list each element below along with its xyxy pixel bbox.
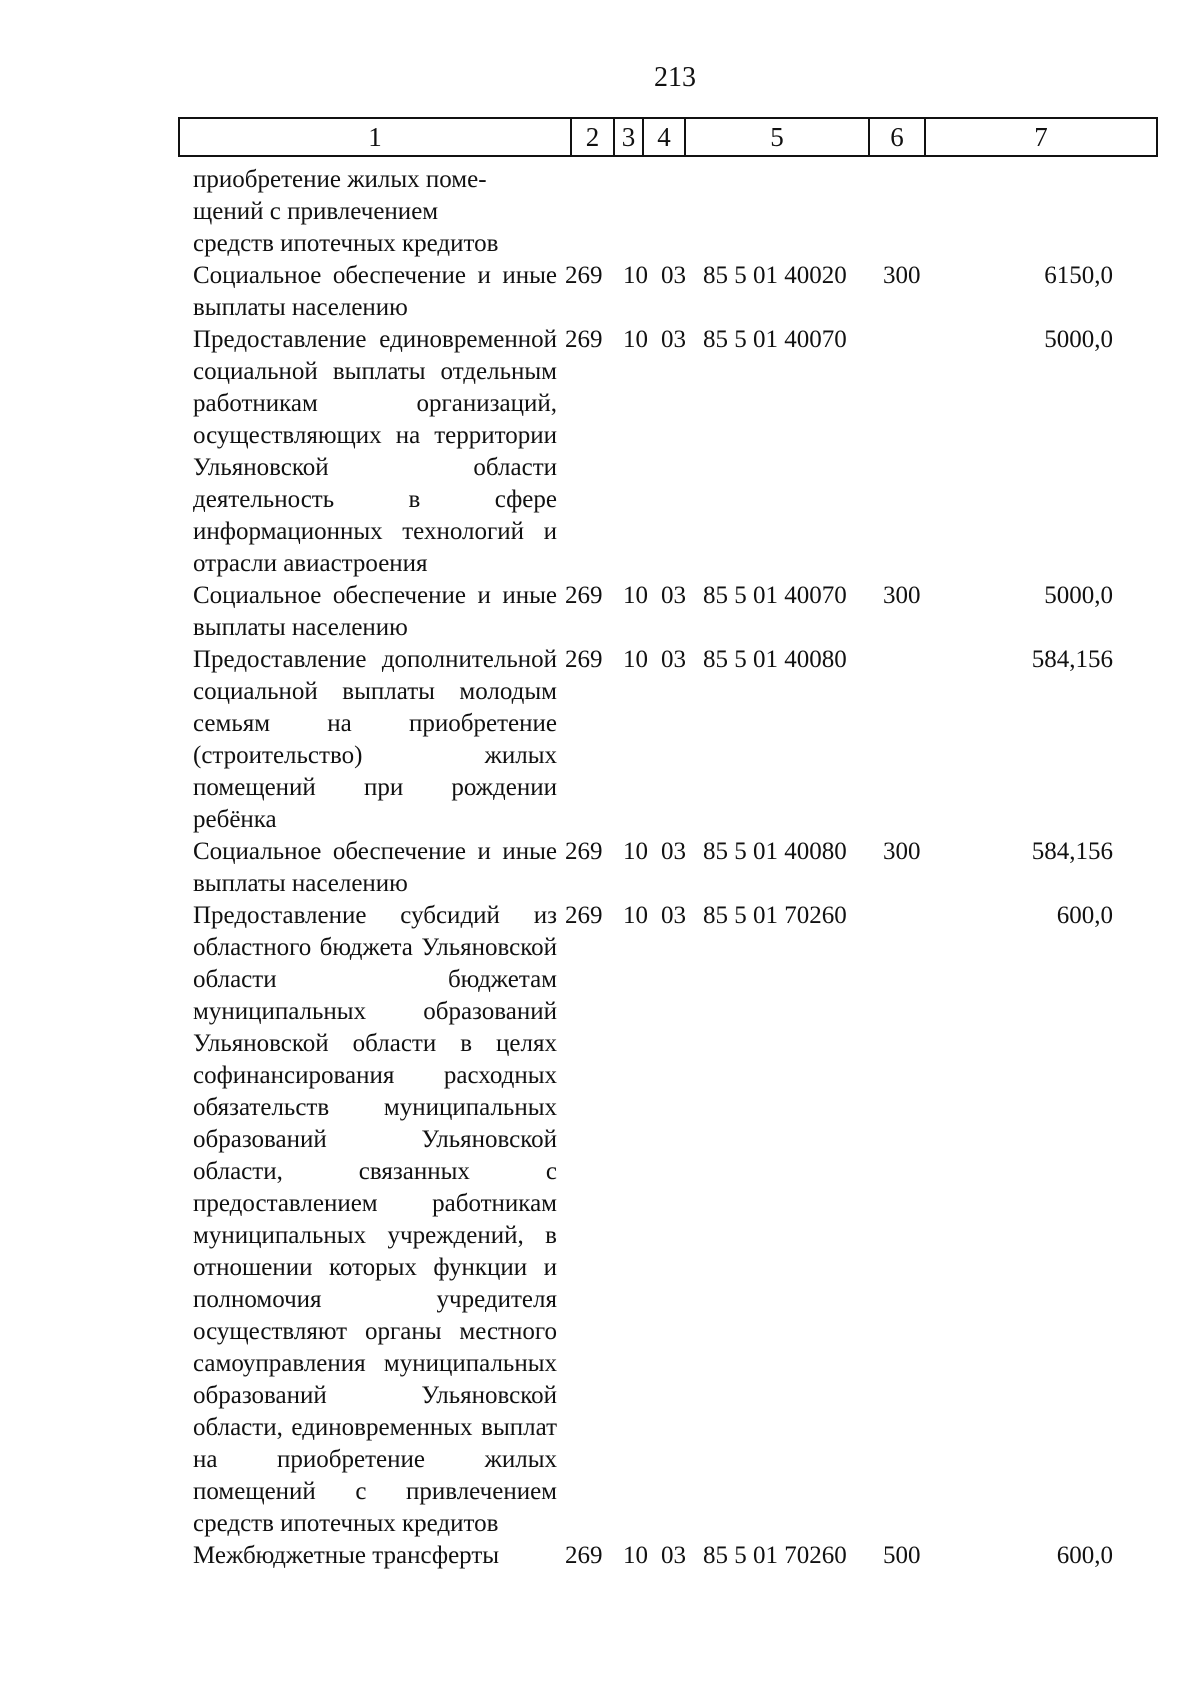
subsection-code: 03 — [661, 1542, 686, 1569]
row-description: Социальное обеспечение и иные выплаты населению — [193, 262, 557, 321]
subsection-code: 03 — [661, 902, 686, 929]
amount — [973, 164, 1113, 260]
header-col-1: 1 — [180, 119, 572, 155]
expense-type-code — [883, 900, 973, 1540]
row-description: Социальное обеспечение и иные выплаты населению — [193, 582, 557, 641]
section-code: 10 — [623, 326, 648, 353]
section-code: 10 — [623, 582, 648, 609]
table-row — [193, 164, 1143, 260]
amount: 600,0 — [1056, 1542, 1113, 1569]
expense-type-code: 300 — [883, 838, 921, 865]
subsection-code: 03 — [661, 262, 686, 289]
expense-type-code — [883, 644, 973, 836]
section-code — [623, 164, 661, 260]
section-code: 10 — [623, 262, 648, 289]
row-description: Предоставление дополнительной социальной выплаты молодым семьям на приобретение (строительство) жилых помещений при рождении ребёнка — [193, 646, 557, 833]
amount: 584,156 — [1031, 838, 1113, 865]
header-col-3: 3 — [615, 119, 644, 155]
ministry-code: 269 — [565, 582, 603, 609]
section-code: 10 — [623, 902, 648, 929]
section-code: 10 — [623, 1542, 648, 1569]
expense-type-code — [883, 324, 973, 580]
expense-type-code: 300 — [883, 582, 921, 609]
ministry-code — [565, 164, 623, 260]
header-col-6: 6 — [870, 119, 926, 155]
target-code: 85 5 01 40070 — [703, 582, 847, 609]
table-header — [178, 117, 1158, 157]
subsection-code — [661, 164, 703, 260]
amount: 600,0 — [1056, 902, 1113, 929]
amount: 584,156 — [1031, 646, 1113, 673]
page-number: 213 — [654, 62, 696, 93]
target-code — [703, 164, 883, 260]
section-code: 10 — [623, 646, 648, 673]
amount: 6150,0 — [1044, 262, 1113, 289]
ministry-code: 269 — [565, 262, 603, 289]
ministry-code: 269 — [565, 326, 603, 353]
target-code: 85 5 01 70260 — [703, 902, 847, 929]
target-code: 85 5 01 40070 — [703, 326, 847, 353]
target-code: 85 5 01 70260 — [703, 1542, 847, 1569]
expense-type-code: 300 — [883, 262, 921, 289]
header-col-2: 2 — [572, 119, 615, 155]
subsection-code: 03 — [661, 326, 686, 353]
ministry-code: 269 — [565, 1542, 603, 1569]
amount: 5000,0 — [1044, 582, 1113, 609]
header-col-7: 7 — [1034, 122, 1048, 152]
expense-type-code: 500 — [883, 1542, 921, 1569]
ministry-code: 269 — [565, 838, 603, 865]
target-code: 85 5 01 40080 — [703, 838, 847, 865]
ministry-code: 269 — [565, 902, 603, 929]
header-col-4: 4 — [644, 119, 686, 155]
budget-table-body — [193, 164, 1143, 1572]
ministry-code: 269 — [565, 646, 603, 673]
table-row — [193, 644, 1143, 836]
row-description: приобретение жилых поме- щений с привлечением средств ипотечных кредитов — [193, 166, 499, 257]
row-description: Межбюджетные трансферты — [193, 1542, 500, 1569]
amount: 5000,0 — [1044, 326, 1113, 353]
row-description: Предоставление единовременной социальной выплаты отдельным работникам организаций, осуществляющих на территории Ульяновской области деятельность в сфере информационных технологий и отрасли авиастроения — [193, 326, 557, 577]
table-row — [193, 324, 1143, 580]
table-row — [193, 900, 1143, 1540]
subsection-code: 03 — [661, 646, 686, 673]
row-description: Социальное обеспечение и иные выплаты населению — [193, 838, 557, 897]
section-code: 10 — [623, 838, 648, 865]
expense-type-code — [883, 164, 973, 260]
table-row — [193, 836, 1143, 900]
table-row — [193, 260, 1143, 324]
header-col-5: 5 — [686, 119, 870, 155]
target-code: 85 5 01 40020 — [703, 262, 847, 289]
row-description: Предоставление субсидий из областного бюджета Ульяновской области бюджетам муниципальных образований Ульяновской области в целях софинансирования расходных обязательств муниципальных образований Ульяновской области, связанных с предоставлением работникам муниципальных учреждений, в отношении которых функции и полномочия учредителя осуществляют органы местного самоуправления муниципальных образований Ульяновской области, единовременных выплат на приобретение жилых помещений с привлечением средств ипотечных кредитов — [193, 902, 557, 1537]
table-row — [193, 1540, 1143, 1572]
target-code: 85 5 01 40080 — [703, 646, 847, 673]
table-row — [193, 580, 1143, 644]
subsection-code: 03 — [661, 582, 686, 609]
subsection-code: 03 — [661, 838, 686, 865]
